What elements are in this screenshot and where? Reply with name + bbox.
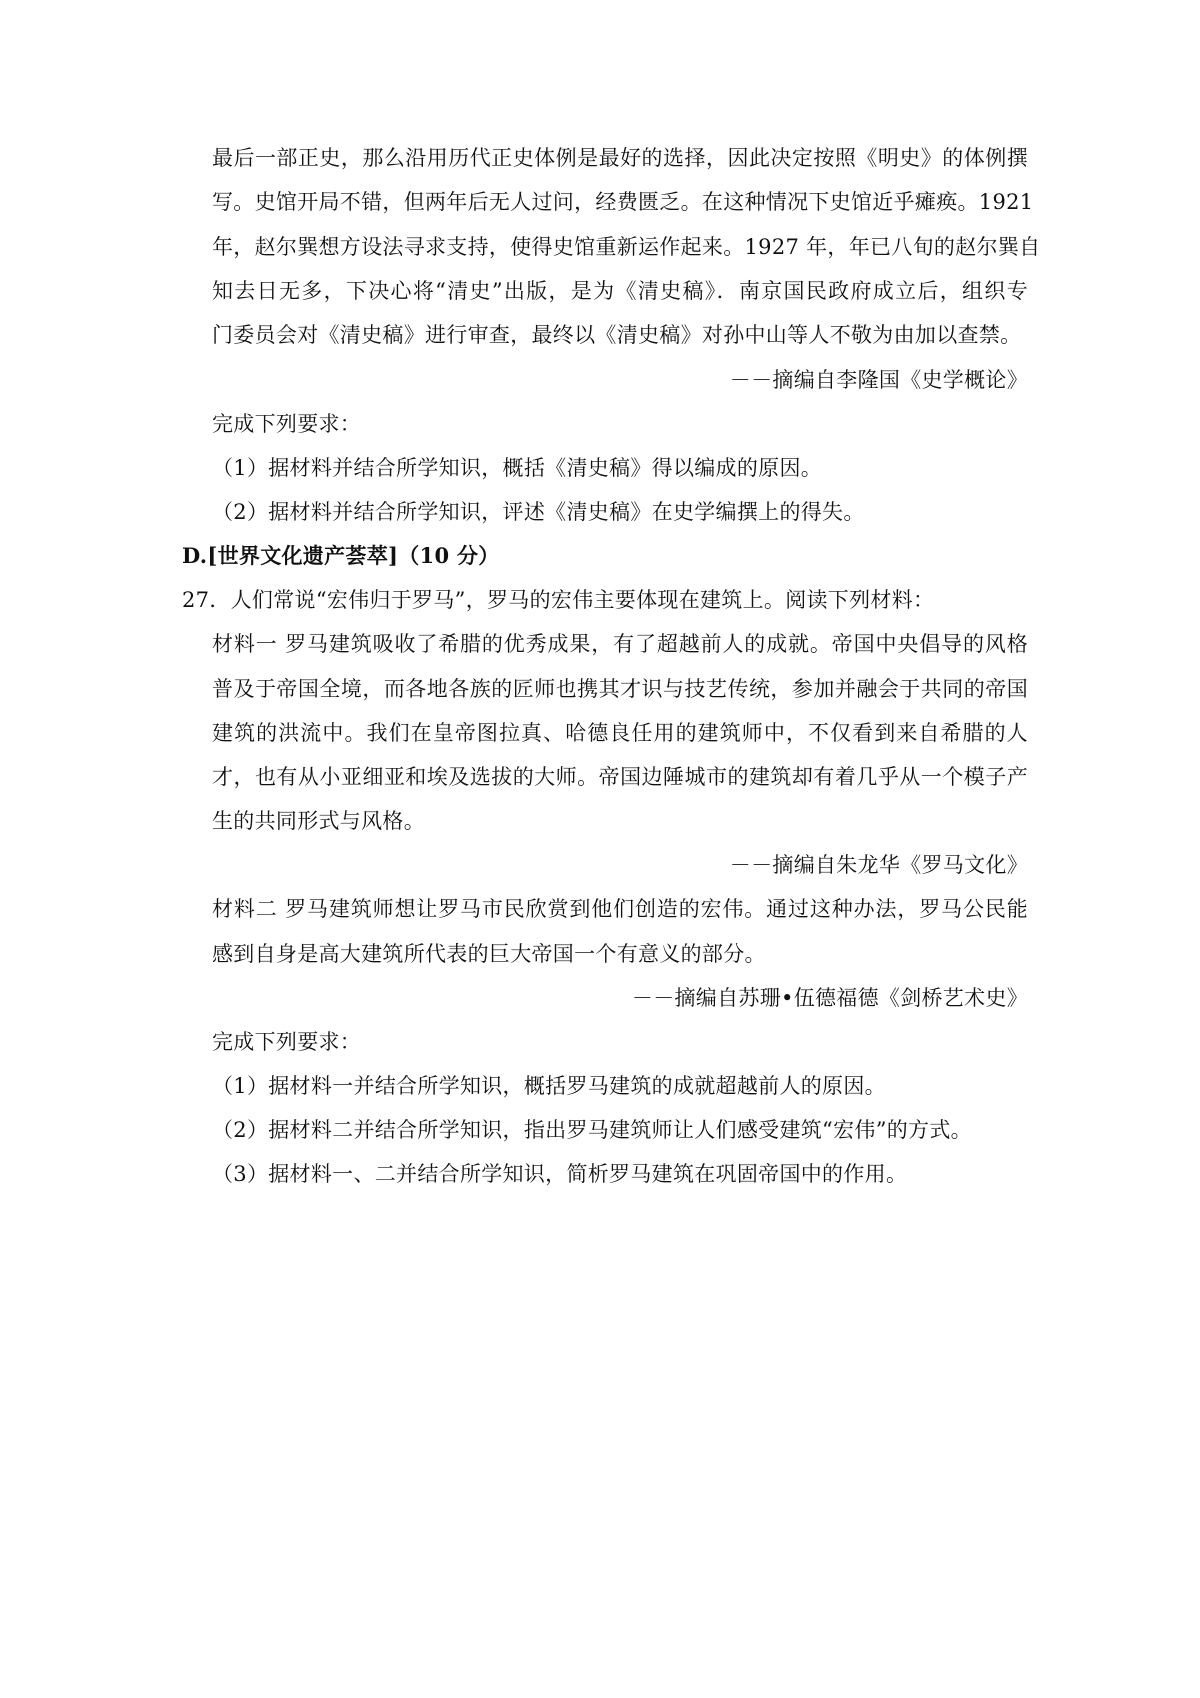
material-line: 感到自身是高大建筑所代表的巨大帝国一个有意义的部分。 <box>212 942 766 966</box>
material-line: 生的共同形式与风格。 <box>212 809 425 833</box>
material-line: 建筑的洪流中。我们在皇帝图拉真、哈德良任用的建筑师中，不仅看到来自希腊的人 <box>212 721 1028 745</box>
material-source: －－摘编自朱龙华《罗马文化》 <box>729 853 1028 877</box>
question-item: （3）据材料一、二并结合所学知识，简析罗马建筑在巩固帝国中的作用。 <box>212 1162 908 1186</box>
passage-line: 知去日无多，下决心将“清史”出版，是为《清史稿》．南京国民政府成立后，组织专 <box>212 279 1028 303</box>
question-item: （2）据材料并结合所学知识，评述《清史稿》在史学编撰上的得失。 <box>212 500 865 524</box>
material-line: 普及于帝国全境，而各地各族的匠师也携其才识与技艺传统，参加并融会于共同的帝国 <box>212 677 1028 701</box>
section-heading: D.[世界文化遗产荟萃]（10 分） <box>182 543 500 568</box>
question-item: （1）据材料一并结合所学知识，概括罗马建筑的成就超越前人的原因。 <box>212 1074 886 1098</box>
instruction-text: 完成下列要求： <box>212 412 362 436</box>
material-source: －－摘编自苏珊•伍德福德《剑桥艺术史》 <box>631 986 1028 1010</box>
passage-source: －－摘编自李隆国《史学概论》 <box>729 368 1028 392</box>
passage-line: 年，赵尔巽想方设法寻求支持，使得史馆重新运作起来。1927 年，年已八旬的赵尔巽自 <box>212 235 1041 259</box>
passage-line: 写。史馆开局不错，但两年后无人过问，经费匮乏。在这种情况下史馆近乎瘫痪。1921 <box>212 190 1034 214</box>
material-line: 材料一 罗马建筑吸收了希腊的优秀成果，有了超越前人的成就。帝国中央倡导的风格 <box>212 632 1028 656</box>
question-stem: 27．人们常说“宏伟归于罗马”，罗马的宏伟主要体现在建筑上。阅读下列材料： <box>182 588 935 612</box>
passage-line: 最后一部正史，那么沿用历代正史体例是最好的选择，因此决定按照《明史》的体例撰 <box>212 146 1028 170</box>
passage-line: 门委员会对《清史稿》进行审查，最终以《清史稿》对孙中山等人不敬为由加以查禁。 <box>212 323 1022 347</box>
instruction-text: 完成下列要求： <box>212 1030 362 1054</box>
material-line: 材料二 罗马建筑师想让罗马市民欣赏到他们创造的宏伟。通过这种办法，罗马公民能 <box>212 897 1028 921</box>
material-line: 才，也有从小亚细亚和埃及选拔的大师。帝国边陲城市的建筑却有着几乎从一个模子产 <box>212 765 1028 789</box>
question-item: （1）据材料并结合所学知识，概括《清史稿》得以编成的原因。 <box>212 456 823 480</box>
question-item: （2）据材料二并结合所学知识，指出罗马建筑师让人们感受建筑“宏伟”的方式。 <box>212 1118 972 1142</box>
